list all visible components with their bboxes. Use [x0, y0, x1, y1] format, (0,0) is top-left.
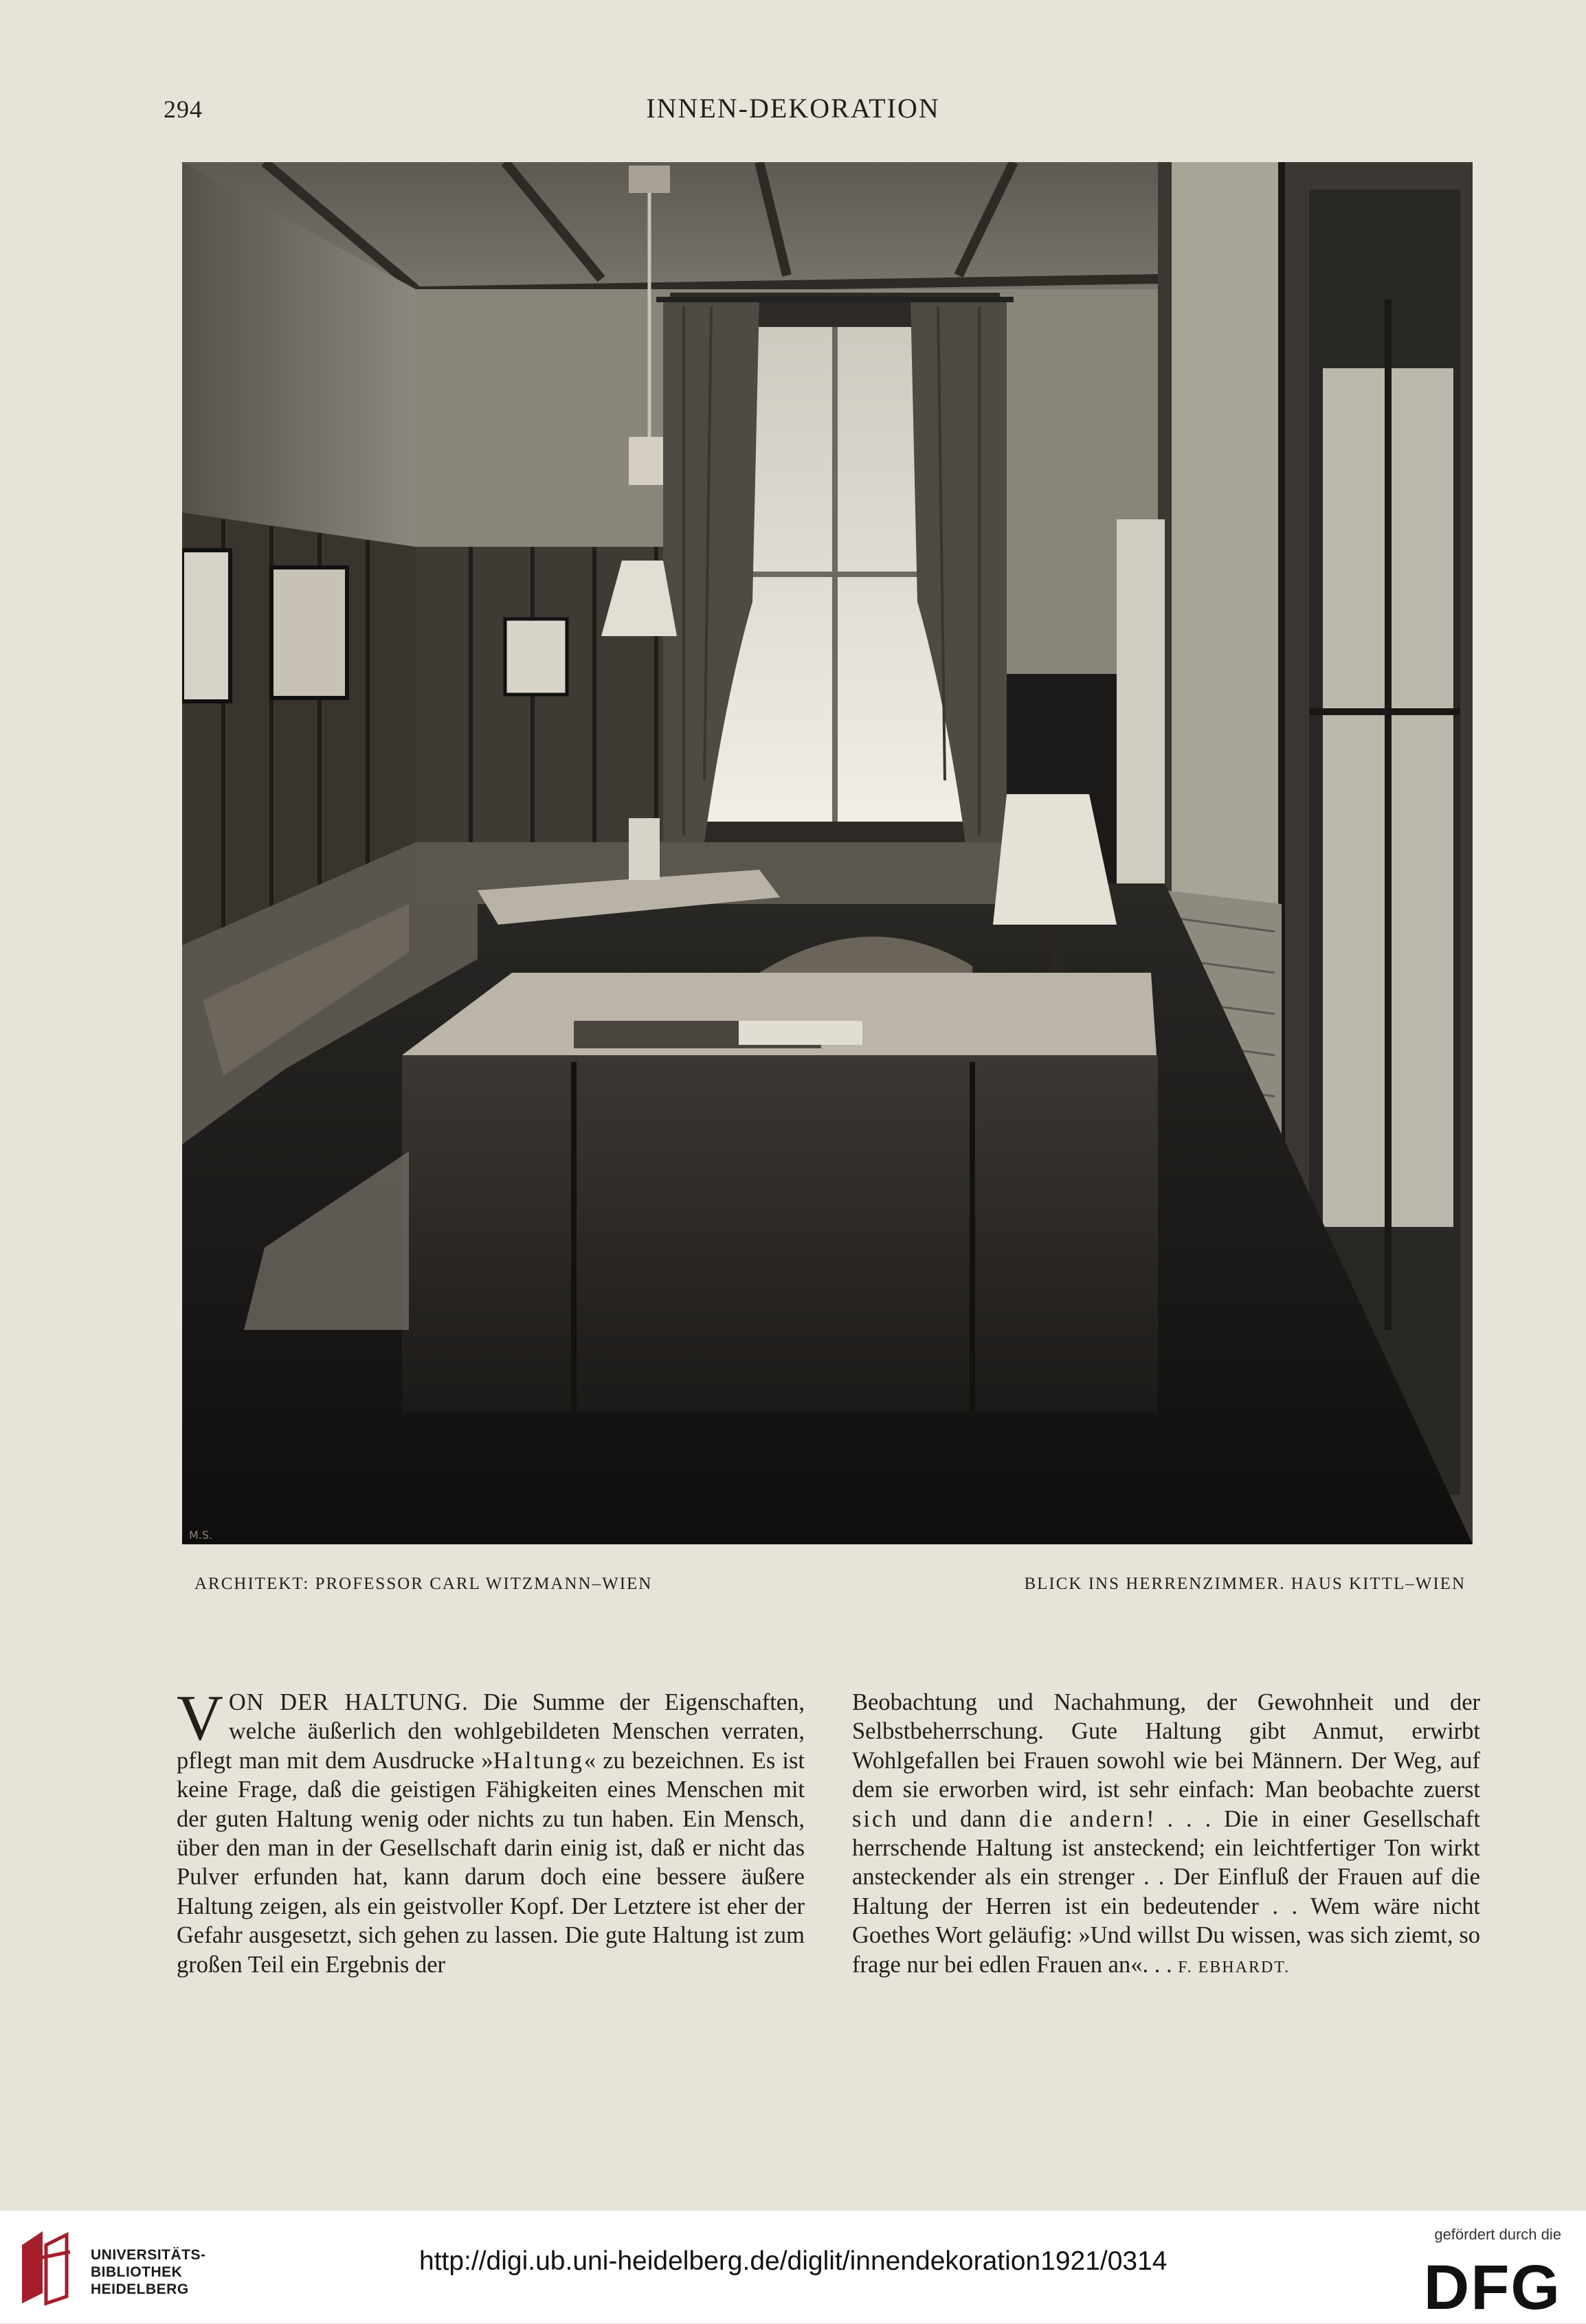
- photo-caption: [194, 1575, 1466, 1602]
- article-text-rest: « zu bezeichnen. Es ist keine Frage, daß die geistigen Fähigkeiten eines Menschen mit der guten Haltung wenig oder nichts zu tun haben. Ein Mensch, über den man in der Gesellschaft darin einig ist, daß er nicht das Pulver erfunden hat, kann darum doch eine bessere äußere Haltung zeigen, als ein geistvoller Kopf. Der Letztere ist eher der Gefahr ausgesetzt, sich gehen zu lassen. Die gute Haltung ist zum großen Teil ein Ergebnis der: [177, 1747, 805, 1978]
- article-author: F. EBHARDT.: [1178, 1958, 1291, 1976]
- funding-note: gefördert durch die: [1434, 2226, 1561, 2243]
- photographer-monogram: M.S.: [189, 1528, 213, 1542]
- article-text-col2a: Beobachtung und Nachahmung, der Gewohnheit und der Selbstbeherrschung. Gute Haltung gibt Anmut, erwirbt Wohlgefallen bei Frauen sowohl wie bei Männern. Der Weg, auf dem sie erworben wird, ist sehr einfach: Man beobachte zuerst: [852, 1689, 1480, 1803]
- caption-architect: ARCHITEKT: PROFESSOR CARL WITZMANN–WIEN: [194, 1575, 653, 1593]
- article-text-sich: sich: [852, 1805, 899, 1832]
- university-library-name[interactable]: [91, 2246, 206, 2298]
- digitization-footer: [0, 2211, 1586, 2323]
- interior-photograph: [182, 162, 1473, 1544]
- article-heading: ON DER HALTUNG.: [228, 1689, 469, 1715]
- caption-title: BLICK INS HERRENZIMMER. HAUS KITTL–WIEN: [1024, 1575, 1466, 1593]
- drop-cap: V: [177, 1682, 223, 1754]
- library-line-2: BIBLIOTHEK: [91, 2264, 183, 2280]
- article-paragraph-1: [177, 1682, 805, 1979]
- article-paragraph-2: [852, 1688, 1480, 1982]
- running-head: [0, 88, 1586, 129]
- article-text-col2c: ! . . . Die in einer Gesellschaft herrschende Haltung ist ansteckend; ein leichtfertiger Ton wirkt ansteckender als ein strenger . . Der Einfluß der Frauen auf die Haltung der Herren ist ein bedeutender . . Wem wäre nicht Goethes Wort geläufig: »Und willst Du wissen, was sich ziemt, so frage nur bei edlen Frauen an«. . .: [852, 1805, 1480, 1978]
- article-text-intro: Die Summe der Eigenschaften, welche äußerlich den wohlgebildeten Menschen verraten, pflegt man mit dem Ausdrucke »: [177, 1689, 805, 1774]
- library-line-1: UNIVERSITÄTS-: [91, 2247, 206, 2263]
- article-column-right: [852, 1688, 1480, 1982]
- library-line-3: HEIDELBERG: [91, 2281, 189, 2297]
- room-photo-illustration: [182, 162, 1473, 1544]
- dfg-logo[interactable]: DFG: [1423, 2253, 1561, 2323]
- permalink-url[interactable]: http://digi.ub.uni-heidelberg.de/diglit/innendekoration1921/0314: [419, 2246, 1168, 2276]
- journal-title: INNEN-DEKORATION: [646, 93, 940, 124]
- article-column-left: [177, 1682, 805, 1979]
- page-number: 294: [164, 95, 203, 123]
- university-library-logo-icon[interactable]: [15, 2224, 81, 2307]
- article-text-andern: die andern: [1019, 1805, 1147, 1832]
- article-text-col2b: und dann: [898, 1805, 1020, 1832]
- article-text-haltung: Haltung: [493, 1747, 584, 1774]
